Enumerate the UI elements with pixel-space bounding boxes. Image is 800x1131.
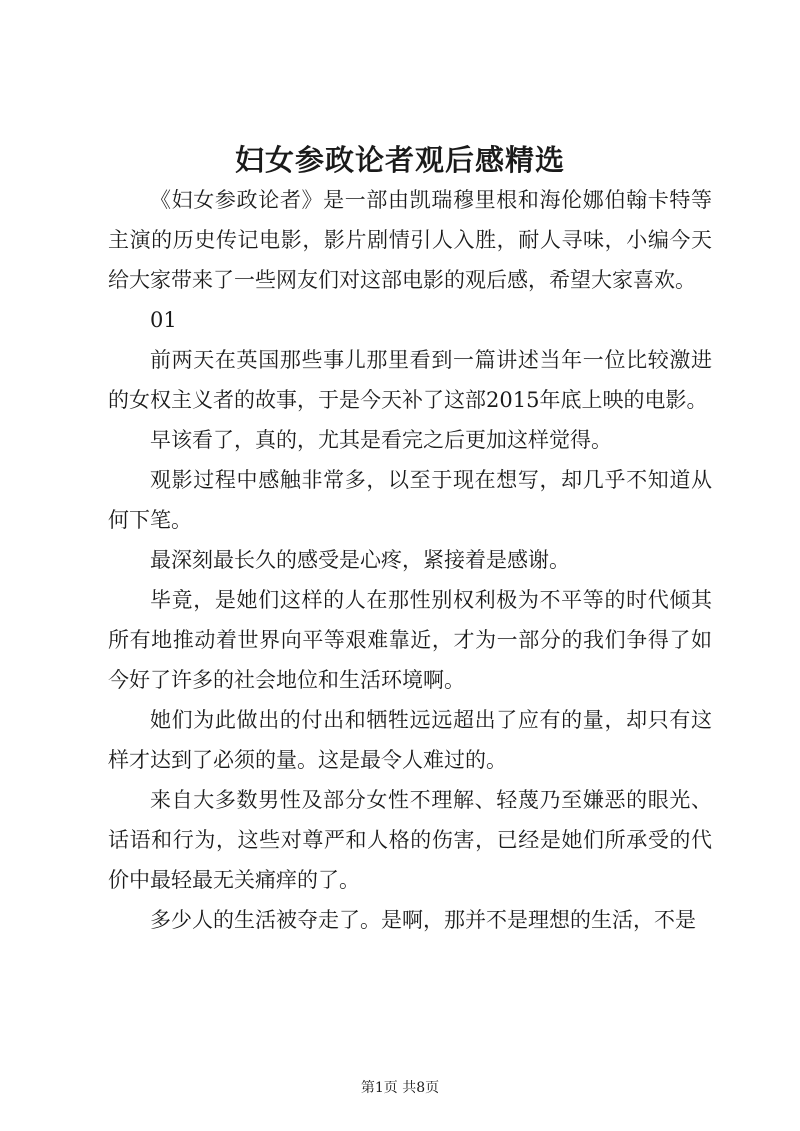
paragraph: 最深刻最长久的感受是心疼，紧接着是感谢。 <box>150 548 570 572</box>
paragraph: 前两天在英国那些事儿那里看到一篇讲述当年一位比较激进的女权主义者的故事，于是今天补了这部2015年底上映的电影。 <box>108 348 712 412</box>
paragraph: 她们为此做出的付出和牺牲远远超出了应有的量，却只有这样才达到了必须的量。这是最令人难过的。 <box>108 708 712 772</box>
document-title: 妇女参政论者观后感精选 <box>234 143 565 177</box>
paragraph: 观影过程中感触非常多，以至于现在想写，却几乎不知道从何下笔。 <box>108 468 712 532</box>
document-body <box>108 180 712 940</box>
paragraph: 来自大多数男性及部分女性不理解、轻蔑乃至嫌恶的眼光、话语和行为，这些对尊严和人格的伤害，已经是她们所承受的代价中最轻最无关痛痒的了。 <box>108 788 712 892</box>
paragraph: 早该看了，真的，尤其是看完之后更加这样觉得。 <box>150 428 612 452</box>
paragraph-intro: 《妇女参政论者》是一部由凯瑞穆里根和海伦娜伯翰卡特等主演的历史传记电影，影片剧情引人入胜，耐人寻味，小编今天给大家带来了一些网友们对这部电影的观后感，希望大家喜欢。 <box>108 188 712 292</box>
paragraph: 多少人的生活被夺走了。是啊，那并不是理想的生活，不是 <box>150 908 696 932</box>
page-footer: 第1页 共8页 <box>360 1080 440 1096</box>
section-number: 01 <box>150 308 177 332</box>
paragraph: 毕竟，是她们这样的人在那性别权利极为不平等的时代倾其所有地推动着世界向平等艰难靠近，才为一部分的我们争得了如今好了许多的社会地位和生活环境啊。 <box>108 588 712 692</box>
